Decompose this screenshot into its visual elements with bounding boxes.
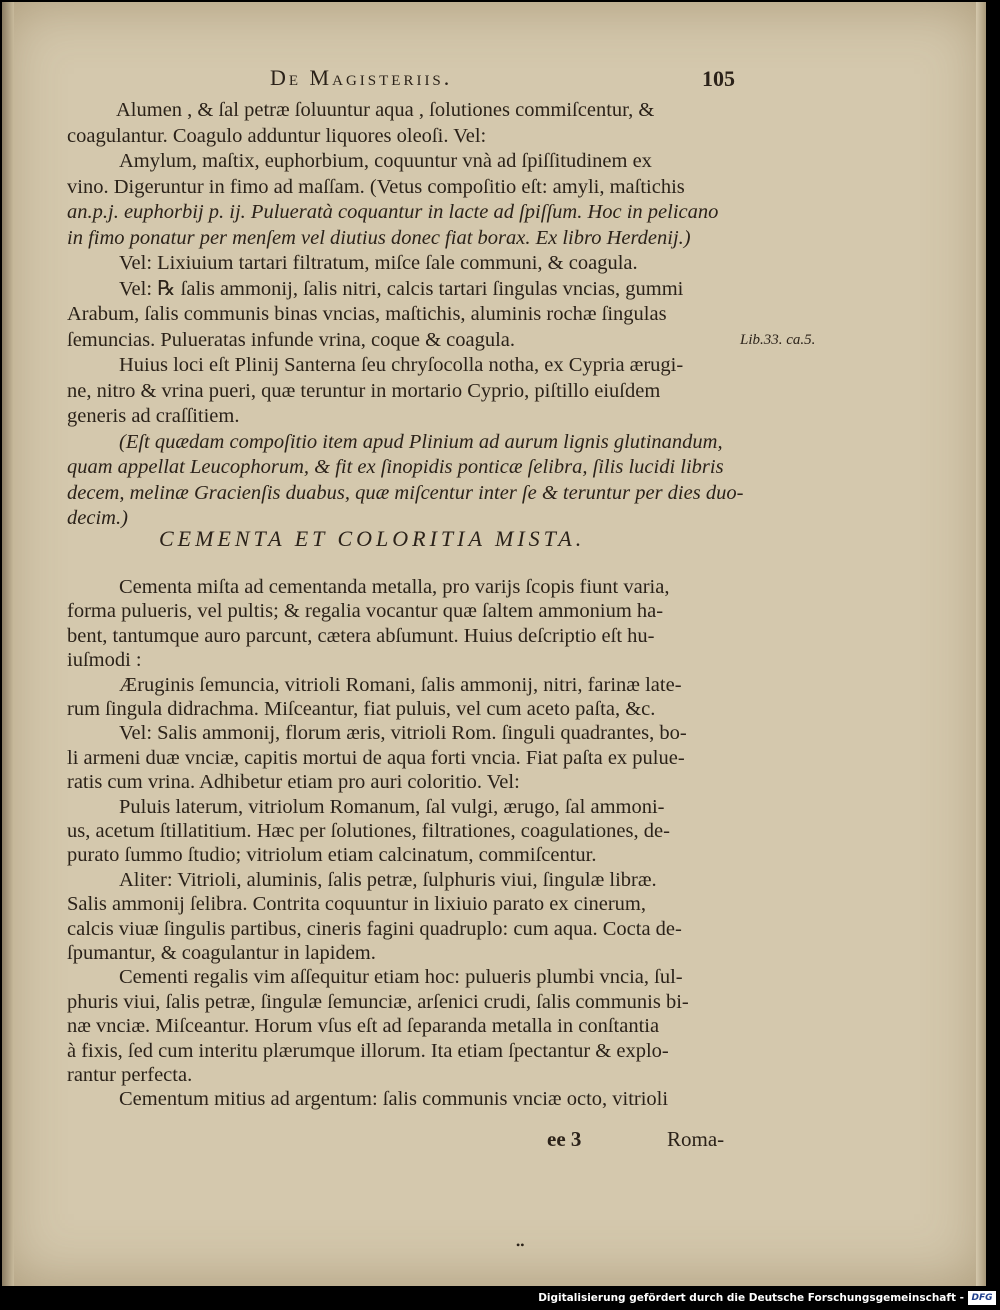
bottom-line: phuris viui, ſalis petræ, ſingulæ ſemunciæ, arſenici crudi, ſalis communis bi-	[67, 990, 689, 1013]
top-line: coagulantur. Coagulo adduntur liquores oleoſi. Vel:	[67, 124, 487, 147]
top-line: ne, nitro & vrina pueri, quæ teruntur in mortario Cyprio, piſtillo eiuſdem	[67, 379, 661, 402]
bottom-line: li armeni duæ vnciæ, capitis mortui de aqua forti vncia. Fiat paſta ex pulue-	[67, 746, 685, 769]
bottom-line: Salis ammonij ſelibra. Contrita coquuntur in lixiuio parato ex cinerum,	[67, 893, 647, 916]
top-line: (Eſt quædam compoſitio item apud Plinium ad aurum lignis glutinandum,	[119, 430, 723, 453]
footer-bar	[0, 1288, 1000, 1310]
bottom-line: purato ſummo ſtudio; vitriolum etiam calcinatum, commiſcentur.	[67, 844, 597, 867]
margin-note: Lib.33. ca.5.	[740, 332, 816, 348]
bottom-line: Æruginis ſemuncia, vitrioli Romani, ſalis ammonij, nitri, farinæ late-	[119, 673, 682, 696]
bottom-line: Cementa miſta ad cementanda metalla, pro varijs ſcopis fiunt varia,	[119, 576, 670, 598]
funding-credit: Digitalisierung gefördert durch die Deutsche Forschungsgemeinschaft -	[538, 1292, 964, 1304]
bottom-line: à fixis, ſed cum interitu plærumque illorum. Ita etiam ſpectantur & explo-	[67, 1039, 669, 1062]
bottom-line: us, acetum ſtillatitium. Hæc per ſolutiones, filtrationes, coagulationes, de-	[67, 820, 670, 842]
bottom-line: rum ſingula didrachma. Miſceantur, fiat puluis, vel cum aceto paſta, &c.	[67, 698, 656, 720]
bottom-line: ratis cum vrina. Adhibetur etiam pro auri coloritio. Vel:	[67, 771, 520, 794]
bottom-line: næ vnciæ. Miſceantur. Horum vſus eſt ad ſeparanda metalla in conſtantia	[67, 1015, 660, 1038]
top-line: an.p.j. euphorbij p. ij. Pulueratà coquantur in lacte ad ſpiſſum. Hoc in pelicano	[67, 201, 719, 223]
bottom-line: Aliter: Vitrioli, aluminis, ſalis petræ, ſulphuris viui, ſingulæ libræ.	[119, 868, 657, 891]
page-right-edge	[976, 2, 986, 1286]
page-number: 105	[702, 66, 735, 91]
top-line: in fimo ponatur per menſem vel diutius donec fiat borax. Ex libro Herdenij.)	[67, 226, 691, 249]
bottom-line: Cementi regalis vim aſſequitur etiam hoc: pulueris plumbi vncia, ſul-	[119, 966, 683, 989]
top-line: Huius loci eſt Plinij Santerna ſeu chryſocolla notha, ex Cypria ærugi-	[119, 354, 684, 376]
top-line: Alumen , & ſal petræ ſoluuntur aqua , ſolutiones commiſcentur, &	[116, 99, 655, 121]
top-line: quam appellat Leucophorum, & fit ex ſinopidis ponticæ ſelibra, ſilis lucidi libris	[67, 456, 724, 478]
bottom-line: iuſmodi :	[67, 649, 142, 672]
top-line: decim.)	[67, 507, 128, 529]
bottom-line: Vel: Salis ammonij, florum æris, vitrioli Rom. ſinguli quadrantes, bo-	[119, 722, 687, 745]
page-mark: ••	[516, 1238, 525, 1252]
catchword: Roma-	[667, 1127, 725, 1151]
top-line: Arabum, ſalis communis binas vncias, maſtichis, aluminis rochæ ſingulas	[67, 303, 667, 325]
signature-mark: ee 3	[547, 1127, 582, 1151]
section-heading: CEMENTA ET COLORITIA MISTA.	[159, 526, 586, 551]
bottom-line: Puluis laterum, vitriolum Romanum, ſal vulgi, ærugo, ſal ammoni-	[119, 795, 665, 818]
top-line: generis ad craſſitiem.	[67, 405, 240, 427]
page-left-edge	[2, 2, 14, 1286]
top-line: Amylum, maſtix, euphorbium, coquuntur vnà ad ſpiſſitudinem ex	[119, 150, 652, 172]
bottom-line: Cementum mitius ad argentum: ſalis communis vnciæ octo, vitrioli	[119, 1088, 669, 1111]
book-page	[2, 2, 986, 1286]
bottom-line: bent, tantumque auro parcunt, cætera abſumunt. Huius deſcriptio eſt hu-	[67, 624, 655, 647]
bottom-line: rantur perfecta.	[67, 1064, 193, 1086]
bottom-line: forma pulueris, vel pultis; & regalia vocantur quæ ſaltem ammonium ha-	[67, 600, 664, 623]
top-line: Vel: Lixiuium tartari filtratum, miſce ſale communi, & coagula.	[119, 252, 638, 274]
top-line: decem, melinæ Gracienſis duabus, quæ miſcentur inter ſe & teruntur per dies duo-	[67, 481, 744, 504]
top-line: ſemuncias. Pulueratas infunde vrina, coque & coagula.	[67, 328, 516, 351]
bottom-line: calcis viuæ ſingulis partibus, cineris fagini quadruplo: cum aqua. Cocta de-	[67, 917, 682, 940]
bottom-line: ſpumantur, & coagulantur in lapidem.	[67, 942, 376, 964]
running-head: De Magisteriis.	[270, 65, 453, 90]
dfg-logo: DFG	[968, 1291, 996, 1305]
top-line: Vel: ℞ ſalis ammonij, ſalis nitri, calcis tartari ſingulas vncias, gummi	[119, 277, 684, 300]
top-line: vino. Digeruntur in fimo ad maſſam. (Vetus compoſitio eſt: amyli, maſtichis	[67, 175, 685, 198]
